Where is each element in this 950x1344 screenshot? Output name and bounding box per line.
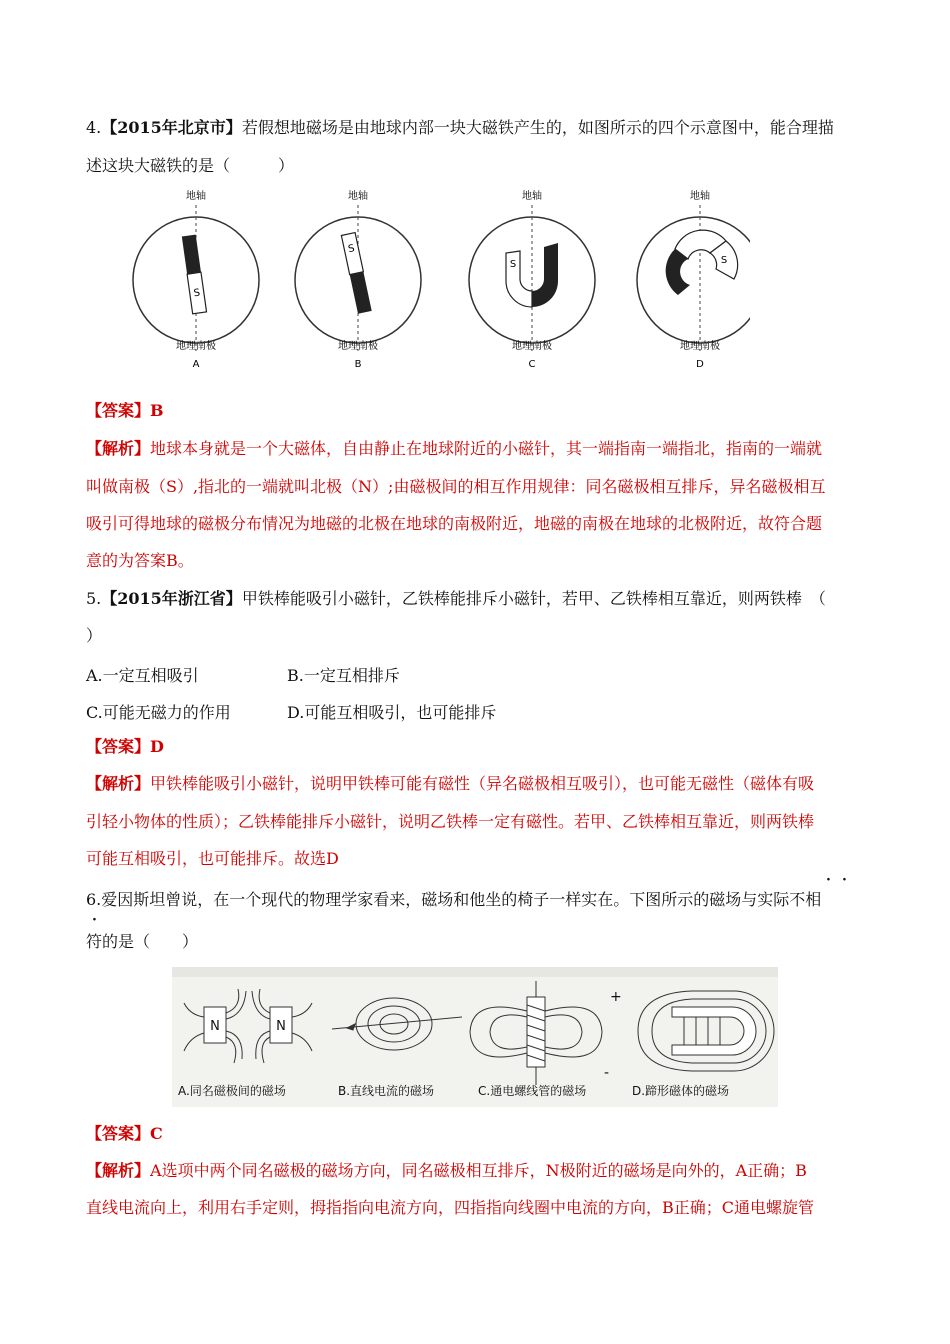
magnet-s-label-b: S: [347, 243, 356, 256]
panel-b: [295, 189, 421, 370]
answer-tag: 【答案】: [86, 737, 151, 756]
q5-option-d: D.可能互相吸引，也可能排斥: [287, 703, 497, 722]
q4-stem-line1: [86, 118, 876, 138]
answer-tag: 【答案】: [86, 1124, 151, 1143]
q4-analysis-line4: 意的为答案B。: [86, 551, 194, 570]
axis-label-b: 地轴: [348, 191, 368, 202]
panel-a: [133, 189, 259, 370]
magnet-dark-b: [350, 272, 372, 314]
pole-n-right: N: [276, 1019, 286, 1034]
answer-value: D: [150, 737, 164, 756]
panel-d: [637, 189, 750, 370]
caption-b: B.直线电流的磁场: [338, 1084, 435, 1098]
axis-label-a: 地轴: [186, 191, 206, 202]
q5-analysis-line3: 可能互相吸引，也可能排斥。故选D: [86, 849, 339, 868]
answer-value: C: [150, 1124, 163, 1143]
svg-text:+: +: [610, 989, 622, 1005]
pole-label-c: 地理南极: [512, 341, 552, 352]
q6-analysis-line1: [86, 1161, 876, 1181]
q4-stem-line2: 述这块大磁铁的是（ ）: [86, 156, 295, 175]
caption-d: D.蹄形磁体的磁场: [632, 1084, 730, 1098]
q4-analysis-line3: 吸引可得地球的磁极分布情况为地磁的北极在地球的南极附近，地磁的南极在地球的北极附近，故符合题: [86, 514, 823, 533]
q6-answer: [86, 1124, 876, 1144]
q6-stem-line1: 6.爱因斯坦曾说，在一个现代的物理学家看来，磁场和他坐的椅子一样实在。下图所示的磁场与实际不相: [86, 890, 822, 909]
q5-option-b: B.一定互相排斥: [287, 666, 400, 685]
q4-analysis-line1: [86, 439, 876, 459]
panel-label-d: D: [696, 359, 704, 370]
svg-text:-: -: [604, 1065, 610, 1081]
q5-analysis-line1: [86, 774, 876, 794]
magnet-dark-a: [182, 235, 201, 275]
pole-label-a: 地理南极: [176, 341, 216, 352]
caption-c: C.通电螺线管的磁场: [478, 1084, 587, 1098]
emphasis-dot: ·: [842, 872, 847, 888]
q4-analysis-line2: 叫做南极（S）,指北的一端就叫北极（N）;由磁极间的相互作用规律：同名磁极相互排斥，异名磁极相互: [86, 477, 826, 496]
q4-answer: [86, 401, 876, 421]
answer-value: B: [150, 401, 164, 420]
q4-source: 【2015年北京市】: [101, 118, 242, 137]
q4-number: 4.: [86, 118, 102, 137]
axis-label-c: 地轴: [522, 191, 542, 202]
panel-label-b: B: [354, 359, 362, 370]
emphasis-dot: ·: [92, 912, 97, 928]
q5-analysis-line2: 引轻小物体的性质）；乙铁棒能排斥小磁针，说明乙铁棒一定有磁性。若甲、乙铁棒相互靠近，则两铁棒: [86, 812, 815, 831]
q5-number: 5.: [86, 589, 102, 608]
analysis-text: 地球本身就是一个大磁体，自由静止在地球附近的小磁针，其一端指南一端指北，指南的一端就: [150, 439, 823, 458]
q5-stem-line1: [86, 589, 876, 609]
analysis-text: 甲铁棒能吸引小磁针，说明甲铁棒可能有磁性（异名磁极相互吸引），也可能无磁性（磁体有吸: [150, 774, 815, 793]
earth-magnet-figure: [130, 183, 750, 375]
analysis-tag: 【解析】: [86, 774, 151, 793]
q5-answer: [86, 737, 876, 757]
q6-analysis-line2: 直线电流向上，利用右手定则，拇指指向电流方向，四指指向线圈中电流的方向，B正确；C通电螺旋管: [86, 1198, 815, 1217]
q6-stem-line2: 符的是（ ）: [86, 932, 199, 951]
magnet-s-label-a: S: [192, 287, 201, 300]
magnet-s-label-d: S: [720, 255, 728, 266]
panel-label-a: A: [192, 359, 200, 370]
q5-stem-line2: ）: [86, 626, 103, 645]
pole-label-d: 地理南极: [680, 341, 720, 352]
pole-label-b: 地理南极: [338, 341, 378, 352]
analysis-tag: 【解析】: [86, 1161, 151, 1180]
horseshoe-dark-c: [532, 243, 558, 307]
magnet-s-label-c: S: [509, 259, 517, 270]
analysis-tag: 【解析】: [86, 439, 151, 458]
axis-label-d: 地轴: [690, 191, 710, 202]
pole-n-left: N: [210, 1019, 220, 1034]
answer-tag: 【答案】: [86, 401, 151, 420]
q4-text: 若假想地磁场是由地球内部一块大磁铁产生的，如图所示的四个示意图中，能合理描: [241, 118, 834, 137]
q5-source: 【2015年浙江省】: [101, 589, 242, 608]
analysis-text: A选项中两个同名磁极的磁场方向，同名磁极相互排斥，N极附近的磁场是向外的，A正确；B: [150, 1161, 807, 1180]
magnetic-field-figure: [172, 967, 778, 1107]
q5-text: 甲铁棒能吸引小磁针，乙铁棒能排斥小磁针，若甲、乙铁棒相互靠近，则两铁棒 （: [241, 589, 826, 608]
panel-c: [469, 189, 595, 370]
q5-option-c: C.可能无磁力的作用: [86, 703, 231, 722]
panel-label-c: C: [528, 359, 536, 370]
emphasis-dot: ·: [826, 872, 831, 888]
q5-option-a: A.一定互相吸引: [86, 666, 199, 685]
caption-a: A.同名磁极间的磁场: [178, 1084, 286, 1098]
